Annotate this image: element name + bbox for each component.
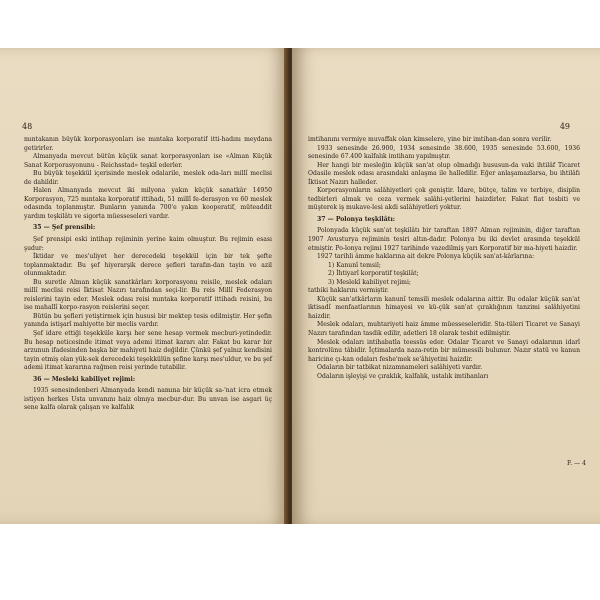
- paragraph: Şef idare ettiği teşekküle karşı her sene hesap vermek mecburi-yetindedir. Bu hesap neticesinde itimat veya ademi itimat kararı alır. Fakat bu karar bir arzunun ifadesinden başka bir mahiyeti haiz değildir. Çünkü şef yalnız kendisini tayin etmiş olan yük-sek derecedeki teşekkülün şefine karşı mes'uldur, ve bu şef ademi itimat kararına rağmen reisi yerinde tutabilir.: [24, 330, 272, 372]
- paragraph: Bu suretle Alman küçük sanatkârları korporasyonu reisile, meslek odaları millî meclisi reisi İktisat Nazırı tarafından seçi-lir. Bu reis Millî Federasyon reislerini tayin eder. Meslek odası reisi mıntaka korporatif ittihadı reisini, bu ise mahallî korpo-rasyon reislerini seçer.: [24, 278, 272, 312]
- section-heading: 37 — Polonya teşkilâtı:: [317, 215, 396, 223]
- paragraph: İktidar ve mes'uliyet her derecedeki teşekkül için bir tek şefte toplanmaktadır. Bu şef hiyerarşik derece şefleri tarafın-dan tayin ve azil olunmaktadır.: [24, 253, 272, 278]
- paragraph: imtihanını vermiye muvaffak olan kimselere, yine bir imtihan-dan sonra verilir.: [308, 136, 552, 143]
- list-item: 1) Kanunî temsil;: [328, 261, 381, 269]
- list-item: 3) Meslekî kabiliyet rejimi;: [328, 278, 411, 286]
- paragraph: Şef prensipi eski intihap rejiminin yerine kaim olmuştur. Bu rejimin esası şudur:: [24, 236, 272, 252]
- paragraph: Küçük san'atkârların kanunî temsili meslek odalarına aittir. Bu odalar küçük san'at iktisadî menfaatlarının himayesi ve kü-çük san'at çıraklığının tanzimi salâhiyetini haizdir.: [308, 295, 580, 320]
- page-number-left: 48: [22, 122, 33, 131]
- paragraph: Odaların bir tatbikat nizamnameleri salâhiyeti vardır.: [317, 364, 483, 372]
- paragraph: Halen Almanyada mevcut iki milyona yakın küçük sanatkâr 14950 Korporasyon, 725 mıntaka korporatif ittihadı, 51 millî fe-derasyon ve 60 meslek odasında toplanmıştır. Bunların yanında 700'e yakın kooperatif, müteaddit yardım teşkilâtı ve sigorta müesseseleri vardır.: [24, 187, 272, 220]
- paragraph: Odaların işleyişi ve çıraklık, kalfalık, ustalık imtihanları: [317, 372, 489, 380]
- paragraph: Polonyada küçük san'at teşkilâtı bir taraftan 1897 Alman rejiminin, diğer taraftan 1907 Avusturya rejiminin tesiri altın-dadır. Polonya bu iki devlet arasında teşekkül etmiştir. Po-lonya rejimi 1927 tarihinde vazedilmiş yarı Korporatif bir ma-hiyeti haizdir.: [308, 227, 580, 252]
- paragraph: Bu büyük teşekkül içerisinde meslek odalarile, meslek oda-ları millî meclisi de dahildir.: [24, 170, 272, 186]
- left-page-text: [24, 136, 272, 413]
- right-page-text: [308, 136, 580, 381]
- section-heading: 36 — Mesleki kabiliyet rejimi:: [33, 375, 136, 383]
- book-spread: [0, 48, 600, 524]
- right-page: [292, 48, 600, 524]
- paragraph: tatbiki haklarını vermiştir.: [308, 287, 389, 295]
- paragraph: Meslek odaları intihabatla teessüs eder. Odalar Ticaret ve Sanayi odalarının idarî kontrolünu tâbidir. İçtimalarda naza-retin bir mümessili bulunur. Nazır statü ve kanun haricine çı-kan odaları feshe'mek se'âhiyetini haizdir.: [308, 338, 580, 363]
- paragraph: Meslek odaları, muhtariyeti haiz âmme müesseseleridir. Sta-tüleri Ticaret ve Sanayi Nazırı tarafından tasdik edilir, adetleri 18 olarak tesbit edilmiştir.: [308, 321, 580, 338]
- signature-mark: F. — 4: [566, 460, 586, 467]
- paragraph: mıntakanın büyük korporasyonları ise mıntaka korporatif itti-hadını meydana getirirler.: [24, 136, 272, 152]
- section-heading: 35 — Şef prensibi:: [33, 224, 96, 232]
- paragraph: 1933 senesinde 26.900, 1934 senesinde 38.600, 1935 senesinde 53.600, 1936 senesinde 67.400 kalfalık imtihanı yapılmıştır.: [308, 144, 580, 161]
- paragraph: 1927 tarihli âmme haklarına ait dekre Polonya küçük san'at-kârlarına:: [317, 253, 535, 261]
- paragraph: 1935 senesindenberi Almanyada kendi namına bir küçük sa-'nat icra etmek istiyen herkes Usta unvanını haiz olmıya mecbur-dur. Bu unvan ise asgari üç sene kalfa olarak çalışan ve kalfalık: [24, 387, 272, 412]
- paragraph: Bütün bu şefleri yetiştirmek için hususi bir mektep tesis edilmiştir. Her şefin yanında istişarî mahiyette bir meclis vardır.: [24, 312, 272, 329]
- paragraph: Her hangi bir mesleğin küçük san'at olup olmadığı hususun-da vaki ihtilâf Ticaret Odasile meslek odası arasındaki anlaşma ile halledilir. Eğer anlaşamazlarsa, bu ihtilâfı İktisat Nazırı halleder.: [308, 161, 580, 186]
- left-page: [0, 48, 288, 524]
- paragraph: Korporasyonların salâhiyetleri çok geniştir. İdare, bütçe, talim ve terbiye, disiplin tedbirleri almak ve ceza vermek salâhi-yetlerini haizdirler. Fakat fiat tesbiti ve müşterek iş mukave-lesi akdi salâhiyetleri yoktur.: [308, 187, 580, 212]
- paragraph: Almanyada mevcut bütün küçük sanat korporasyonları ise «Alman Küçük Sanat Korporasyonunu - Reichsstad» teşkil ederler.: [24, 153, 272, 169]
- page-number-right: 49: [559, 122, 570, 131]
- list-item: 2) İhtiyarî korporatif teşkilât;: [328, 270, 419, 278]
